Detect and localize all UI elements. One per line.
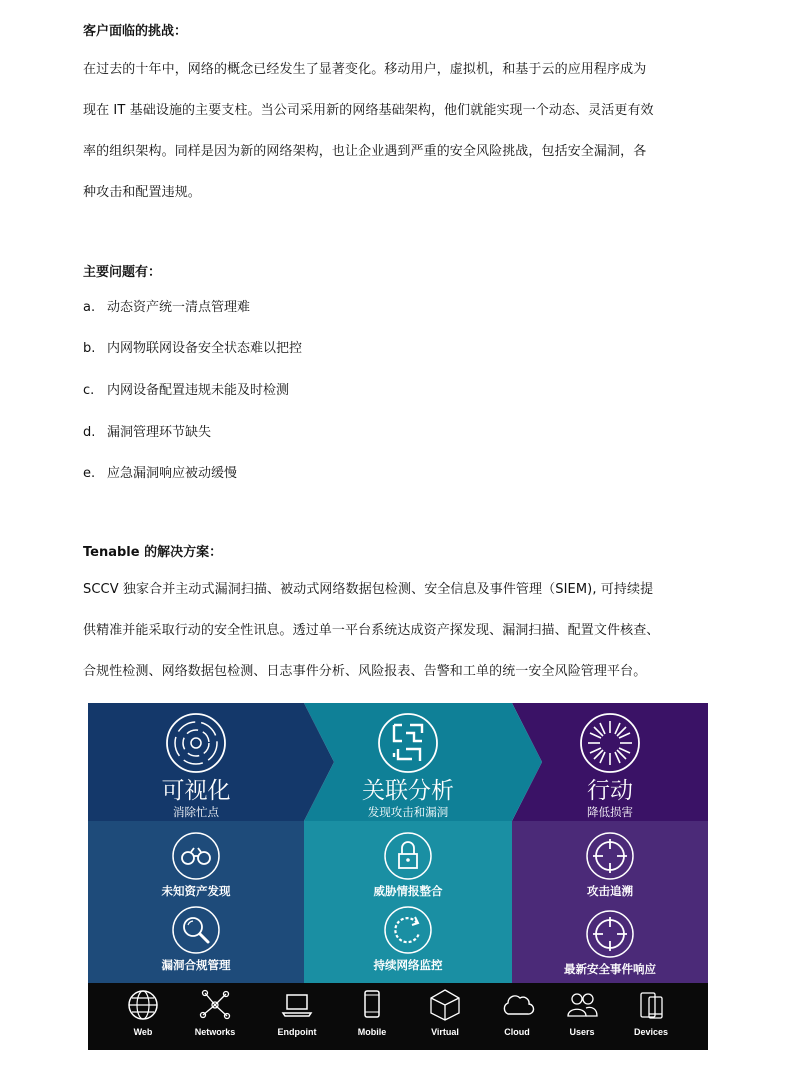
footer-item-mobile	[337, 987, 407, 1037]
refresh-icon	[383, 905, 433, 955]
list-text: 内网设备配置违规未能及时检测	[107, 383, 290, 398]
footer-label: Networks	[194, 1027, 236, 1037]
list-text: 内网物联网设备安全状态难以把控	[107, 341, 303, 356]
feature-label: 持续网络监控	[373, 958, 443, 972]
challenges-line-1: 在过去的十年中，网络的概念已经发生了显著变化。移动用户，虚拟机，和基于云的应用程序成为	[83, 62, 647, 77]
phone-icon	[354, 987, 390, 1023]
binoculars-icon	[171, 831, 221, 881]
challenges-heading: 客户面临的挑战：	[83, 24, 188, 39]
footer-label: Web	[133, 1027, 153, 1037]
column-action	[512, 703, 708, 983]
cloud-icon	[499, 987, 535, 1023]
column-subtitle: 降低损害	[587, 805, 633, 819]
list-item	[83, 421, 211, 440]
users-icon	[564, 987, 600, 1023]
footer-item-web	[108, 987, 178, 1037]
solution-line-1: SCCV 独家合并主动式漏洞扫描、被动式网络数据包检测、安全信息及事件管理（SIEM), 可持续提	[83, 582, 654, 597]
list-marker: a.	[83, 300, 96, 315]
footer-item-devices	[616, 987, 686, 1037]
list-text: 漏洞管理环节缺失	[107, 425, 212, 440]
globe-icon	[125, 987, 161, 1023]
footer-label: Virtual	[431, 1027, 459, 1037]
list-item	[83, 462, 237, 481]
list-item	[83, 337, 302, 356]
list-text: 应急漏洞响应被动缓慢	[107, 466, 238, 481]
feature-label: 攻击追溯	[587, 884, 633, 898]
list-item	[83, 296, 250, 315]
devices-icon	[633, 987, 669, 1023]
platform-footer	[88, 983, 708, 1050]
list-marker: c.	[83, 383, 95, 398]
footer-item-users	[547, 987, 617, 1037]
tenable-infographic	[88, 703, 708, 1050]
list-item	[83, 379, 289, 398]
footer-label: Mobile	[357, 1027, 387, 1037]
list-marker: b.	[83, 341, 96, 356]
challenges-line-3: 率的组织架构。同样是因为新的网络架构，也让企业遇到严重的安全风险挑战，包括安全漏洞，各	[83, 144, 647, 159]
column-subtitle: 发现攻击和漏洞	[367, 805, 449, 819]
footer-item-networks	[180, 987, 250, 1037]
feature-label: 未知资产发现	[161, 884, 231, 898]
feature-label: 最新安全事件响应	[564, 962, 656, 976]
feature-label: 漏洞合规管理	[161, 958, 231, 972]
column-visibility	[88, 703, 304, 983]
footer-label: Endpoint	[277, 1027, 317, 1037]
column-title: 可视化	[161, 778, 231, 804]
cube-icon	[427, 987, 463, 1023]
challenges-line-4: 种攻击和配置违规。	[83, 185, 201, 200]
target-circle-icon	[164, 711, 228, 775]
list-marker: e.	[83, 466, 96, 481]
list-text: 动态资产统一清点管理难	[107, 300, 251, 315]
lock-icon	[383, 831, 433, 881]
column-title: 行动	[587, 778, 633, 804]
list-marker: d.	[83, 425, 96, 440]
footer-label: Cloud	[504, 1027, 530, 1037]
challenges-line-2: 现在 IT 基础设施的主要支柱。当公司采用新的网络基础架构，他们就能实现一个动态、灵活更有效	[83, 103, 654, 118]
footer-label: Users	[569, 1027, 595, 1037]
solution-heading: Tenable 的解决方案：	[83, 545, 223, 560]
solution-line-2: 供精准并能采取行动的安全性讯息。透过单一平台系统达成资产探发现、漏洞扫描、配置文件核查、	[83, 623, 660, 638]
footer-label: Devices	[633, 1027, 669, 1037]
feature-label: 威胁情报整合	[373, 884, 443, 898]
footer-item-endpoint	[262, 987, 332, 1037]
column-title: 关联分析	[362, 778, 454, 804]
burst-icon	[578, 711, 642, 775]
column-correlation	[304, 703, 512, 983]
footer-item-cloud	[482, 987, 552, 1037]
network-icon	[197, 987, 233, 1023]
crosshair-icon	[585, 909, 635, 959]
laptop-icon	[279, 987, 315, 1023]
footer-item-virtual	[410, 987, 480, 1037]
column-subtitle: 消除忙点	[173, 805, 219, 819]
issues-heading: 主要问题有：	[83, 265, 162, 280]
magnifier-icon	[171, 905, 221, 955]
crosshair-icon	[585, 831, 635, 881]
solution-line-3: 合规性检测、网络数据包检测、日志事件分析、风险报表、告警和工单的统一安全风险管理平台。	[83, 664, 647, 679]
maze-icon	[376, 711, 440, 775]
